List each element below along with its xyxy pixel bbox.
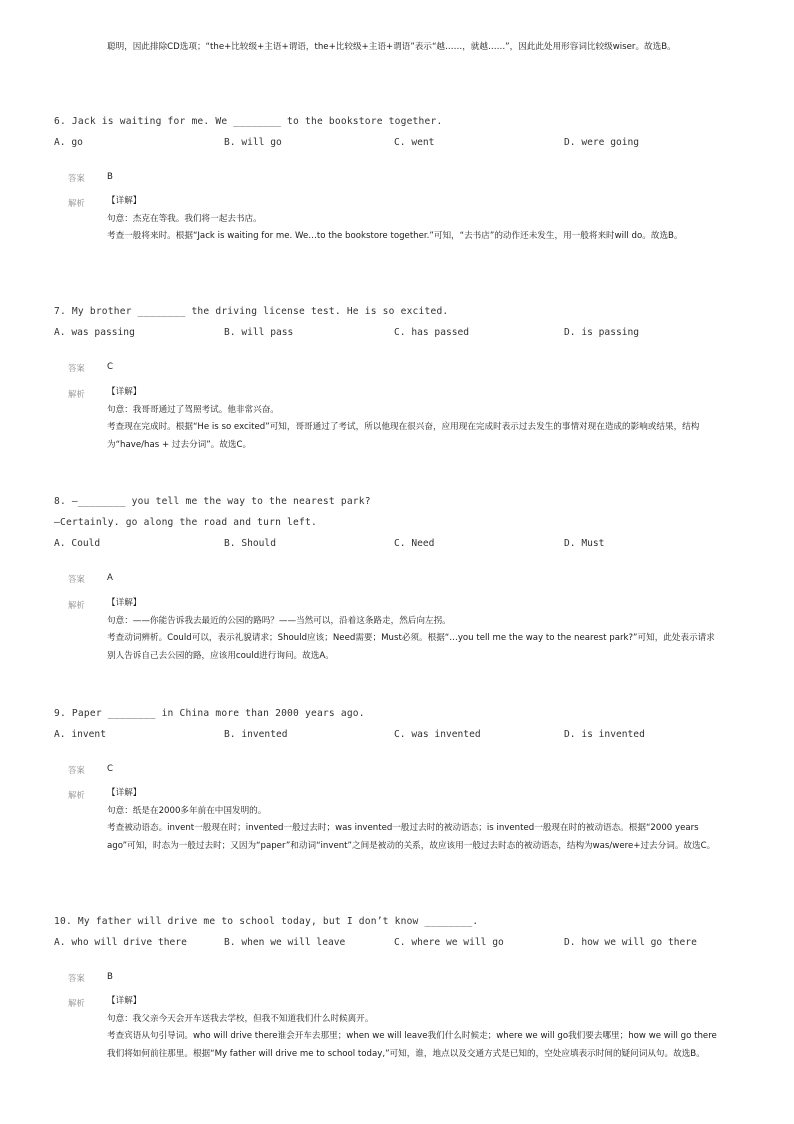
option-a: A. go	[54, 137, 83, 148]
detail-heading: 【详解】	[107, 788, 142, 798]
option-b: B. Should	[224, 538, 276, 549]
analysis-label: 解析	[68, 198, 85, 208]
analysis-detail	[107, 193, 722, 246]
option-a: A. who will drive there	[54, 937, 187, 948]
analysis-label: 解析	[68, 790, 85, 800]
option-d: D. Must	[564, 538, 605, 549]
answer-label: 答案	[68, 765, 85, 775]
detail-text: 句意：我哥哥通过了驾照考试。他非常兴奋。 考查现在完成时。根据“He is so excited”可知，哥哥通过了考试，所以他现在很兴奋，应用现在完成时表示过去发生的事情对现在造成的影响或结果，结构为“have/has + 过去分词”。故选C。	[107, 404, 700, 450]
analysis-detail	[107, 785, 722, 855]
option-c: C. went	[394, 137, 435, 148]
detail-text: 句意：纸是在2000多年前在中国发明的。 考查被动语态。invent一般现在时；invented一般过去时；was invented一般过去时的被动语态；is invented一般现在时的被动语态。根据“2000 years ago”可知，时态为一般过去时；又因为“paper”和动词“invent”之间是被动的关系，故应该用一般过去时态的被动语态，结构为was/were+过去分词。故选C。	[107, 805, 716, 851]
question-stem: 7. My brother ________ the driving license test. He is so excited.	[54, 306, 449, 317]
answer-label: 答案	[68, 173, 85, 183]
option-c: C. was invented	[394, 729, 481, 740]
detail-heading: 【详解】	[107, 996, 142, 1006]
detail-text: 句意：——你能告诉我去最近的公园的路吗？——当然可以，沿着这条路走，然后向左拐。 考查动词辨析。Could可以，表示礼貌请求；Should应该；Need需要；Must必须。根据“…you tell me the way to the nearest park?”可知，此处表示请求别人告诉自己去公园的路，应该用could进行询问。故选A。	[107, 615, 715, 661]
answer-value: A	[107, 573, 113, 583]
option-c: C. where we will go	[394, 937, 504, 948]
analysis-detail	[107, 595, 722, 665]
option-d: D. how we will go there	[564, 937, 697, 948]
analysis-label: 解析	[68, 600, 85, 610]
question-stem: 6. Jack is waiting for me. We ________ to the bookstore together.	[54, 116, 443, 127]
carry-over-explanation: 聪明，因此排除CD选项；“the+比较级+主语+谓语，the+比较级+主语+谓语”表示“越……，就越……”，因此此处用形容词比较级wiser。故选B。	[107, 42, 676, 52]
option-b: B. will go	[224, 137, 282, 148]
option-b: B. invented	[224, 729, 288, 740]
option-d: D. is invented	[564, 729, 645, 740]
question-stem-line-2: —Certainly. go along the road and turn left.	[54, 517, 317, 528]
detail-heading: 【详解】	[107, 387, 142, 397]
option-a: A. was passing	[54, 327, 135, 338]
answer-value: B	[107, 172, 113, 182]
analysis-label: 解析	[68, 998, 85, 1008]
option-a: A. Could	[54, 538, 101, 549]
answer-value: C	[107, 362, 114, 372]
question-stem: 9. Paper ________ in China more than 2000 years ago.	[54, 708, 365, 719]
option-c: C. has passed	[394, 327, 470, 338]
question-stem: 8. —________ you tell me the way to the nearest park?	[54, 496, 371, 507]
detail-text: 句意：杰克在等我。我们将一起去书店。 考查一般将来时。根据“Jack is waiting for me. We…to the bookstore together.”可知，“去书店”的动作还未发生，用一般将来时will do。故选B。	[107, 213, 683, 241]
answer-label: 答案	[68, 574, 85, 584]
option-d: D. were going	[564, 137, 640, 148]
option-b: B. will pass	[224, 327, 294, 338]
detail-heading: 【详解】	[107, 196, 142, 206]
analysis-detail	[107, 384, 722, 454]
option-b: B. when we will leave	[224, 937, 346, 948]
analysis-detail	[107, 993, 722, 1063]
option-a: A. invent	[54, 729, 106, 740]
question-stem: 10. My father will drive me to school today, but I don’t know ________.	[54, 916, 479, 927]
answer-label: 答案	[68, 973, 85, 983]
analysis-label: 解析	[68, 389, 85, 399]
answer-label: 答案	[68, 363, 85, 373]
option-c: C. Need	[394, 538, 435, 549]
option-d: D. is passing	[564, 327, 640, 338]
answer-value: B	[107, 972, 113, 982]
detail-text: 句意：我父亲今天会开车送我去学校，但我不知道我们什么时候离开。 考查宾语从句引导词。who will drive there谁会开车去那里；when we will leave我们什么时候走；where we will go我们要去哪里；how we will go there我们将如何前往那里。根据“My father will drive me to school today,”可知，谁，地点以及交通方式是已知的，空处应填表示时间的疑问词从句。故选B。	[107, 1013, 717, 1059]
detail-heading: 【详解】	[107, 598, 142, 608]
answer-value: C	[107, 764, 114, 774]
